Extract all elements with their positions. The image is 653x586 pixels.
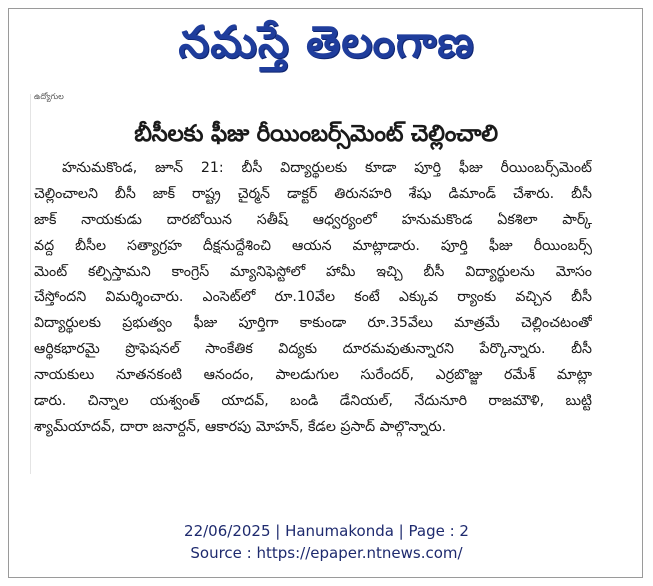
article-line: డారు. చిన్నాల యశ్వంత్ యాదవ్, బండి డేనియల్, నేదునూరి రాజమౌళి, బుట్టి: [34, 393, 592, 410]
article-body: [34, 156, 592, 441]
article-headline: బీసీలకు ఫీజు రీయింబర్స్‌మెంట్ చెల్లించాలి: [134, 121, 498, 147]
article-line: జాక్ నాయకుడు దారబోయిన సతీష్ ఆధ్వర్యంలో హనుమకొండ ఏకశిలా పార్క్: [34, 211, 592, 228]
article-line: శ్యామ్‌యాదవ్, దారా జనార్దన్, ఆకారపు మోహన్, కేడల ప్రసాద్ పాల్గొన్నారు.: [34, 418, 447, 435]
article-line: చేస్తోందని విమర్శించారు. ఎంసెట్‌లో రూ.10వేల కంటే ఎక్కువ ర్యాంకు వచ్చిన బీసీ: [34, 289, 592, 306]
article-line: హనుమకొండ, జూన్ 21: బీసీ విద్యార్థులకు కూడా పూర్తి ఫీజు రీయింబర్స్‌మెంట్: [62, 160, 592, 176]
article-line: చెల్లించాలని బీసీ జాక్ రాష్ట్ర చైర్మన్ డాక్టర్ తిరునహరి శేషు డిమాండ్ చేశారు. బీసీ: [34, 185, 592, 202]
article-line: వద్ద బీసీల సత్యాగ్రహ దీక్షనుద్దేశించి ఆయన మాట్లాడారు. పూర్తి ఫీజు రీయింబర్స్: [34, 237, 592, 254]
article-line: నాయకులు నూతనకంటి ఆనందం, పాలడుగుల సురేందర్, ఎర్రబొజ్జు రమేశ్ మాట్లా: [34, 367, 592, 384]
masthead-logo: నమస్తే తెలంగాణ: [178, 17, 475, 68]
article-line: విద్యార్థులకు ప్రభుత్వం ఫీజు పూర్తిగా కాకుండా రూ.35వేలు మాత్రమే చెల్లించటంతో: [34, 315, 592, 332]
footer: [0, 520, 653, 564]
footer-date-edition-page: 22/06/2025 | Hanumakonda | Page : 2: [184, 522, 469, 540]
clipping-top-fragment: ఉద్యోగుల: [34, 92, 64, 101]
article-line: మెంట్ కల్పిస్తామని కాంగ్రెస్ మ్యానిఫెస్టోలో హామీ ఇచ్చి బీసీ విద్యార్థులను మోసం: [34, 263, 592, 280]
clipping-edge: [30, 94, 31, 474]
footer-source: Source : https://epaper.ntnews.com/: [190, 544, 463, 562]
masthead: [0, 12, 653, 74]
article-line: ఆర్థికభారమై ప్రొఫెషనల్ సాంకేతిక విద్యకు దూరమవుతున్నారని పేర్కొన్నారు. బీసీ: [34, 341, 592, 358]
